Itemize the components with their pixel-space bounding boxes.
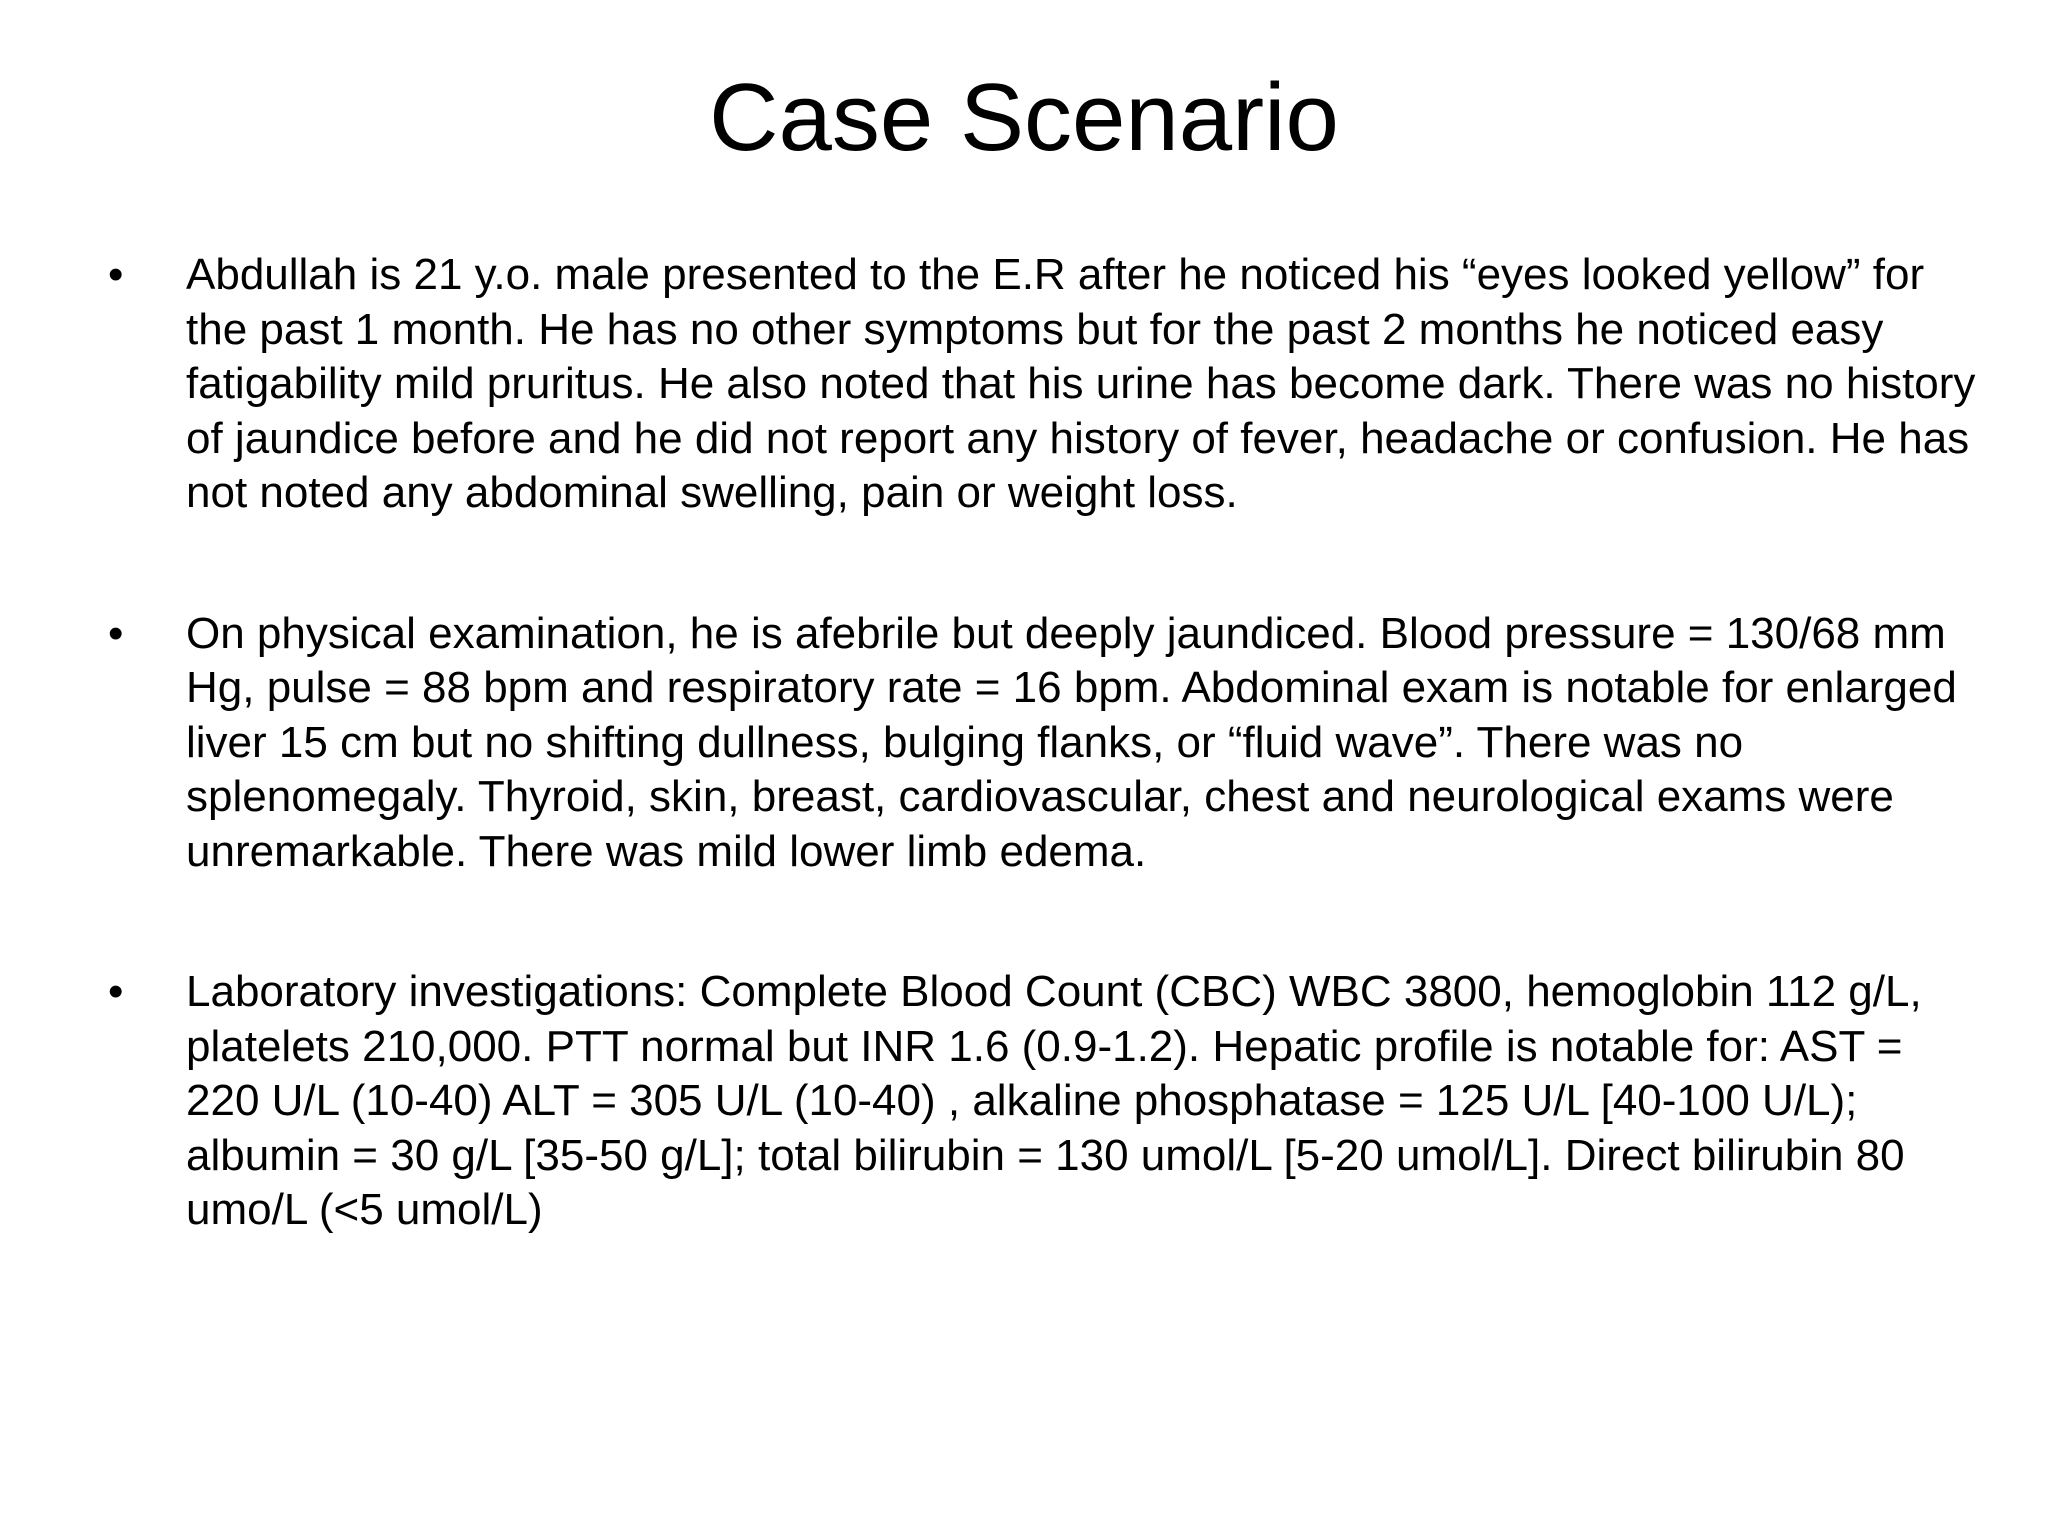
bullet-icon: • <box>108 250 124 299</box>
bullet-text-examination: On physical examination, he is afebrile but deeply jaundiced. Blood pressure = 130/68 mm Hg, pulse = 88 bpm and respiratory rate = 16 bpm. Abdominal exam is notable for enlarged liver 15 cm but no shifting dullness, bulging flanks, or “fluid wave”. There was no splenomegaly. Thyroid, skin, breast, cardiovascular, chest and neurological exams were unremarkable. There was mild lower limb edema. <box>186 608 1957 876</box>
slide-title: Case Scenario <box>709 64 1339 171</box>
bullet-text-history: Abdullah is 21 y.o. male presented to the E.R after he noticed his “eyes looked yellow” for the past 1 month. He has no other symptoms but for the past 2 months he noticed easy fatigability mild pruritus. He also noted that his urine has become dark. There was no history of jaundice before and he did not report any history of fever, headache or confusion. He has not noted any abdominal swelling, pain or weight loss. <box>186 250 1976 517</box>
bullet-icon: • <box>108 608 124 658</box>
bullet-text-laboratory: Laboratory investigations: Complete Blood Count (CBC) WBC 3800, hemoglobin 112 g/L, platelets 210,000. PTT normal but INR 1.6 (0.9-1.2). Hepatic profile is notable for: AST = 220 U/L (10-40) ALT = 305 U/L (10-40) , alkaline phosphatase = 125 U/L [40-100 U/L); albumin = 30 g/L [35-50 g/L]; total bilirubin = 130 umol/L [5-20 umol/L]. Direct bilirubin 80 umo/L (<5 umol/L) <box>186 967 1922 1234</box>
bullet-item-examination <box>108 607 1988 880</box>
bullet-list <box>108 248 1988 1238</box>
bullet-item-laboratory <box>108 965 1988 1238</box>
bullet-item-history <box>108 248 1988 521</box>
bullet-icon: • <box>108 967 124 1016</box>
